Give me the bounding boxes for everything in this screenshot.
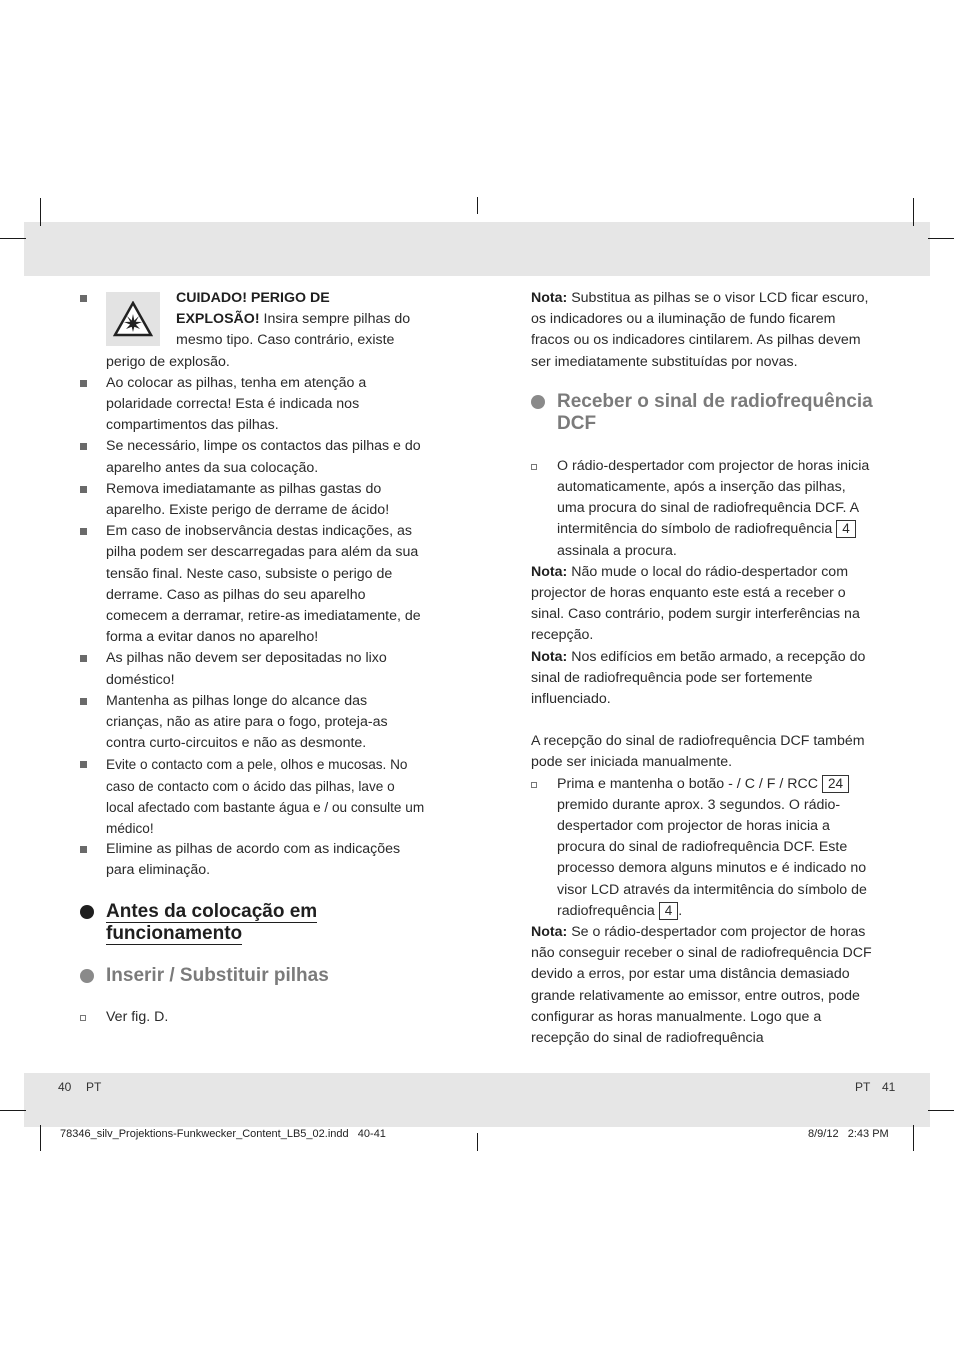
crop-mark	[40, 1125, 41, 1151]
crop-mark	[0, 238, 26, 239]
crop-mark	[913, 1125, 914, 1151]
slug-filename: 78346_silv_Projektions-Funkwecker_Content_LB5_02.indd 40-41	[60, 1128, 386, 1140]
page-number-right: 41	[882, 1080, 896, 1094]
warning-title: CUIDADO! PERIGO DE	[176, 290, 330, 306]
bullet-dot-icon	[80, 969, 94, 983]
note-label: Nota:	[531, 290, 568, 306]
reference-number: 4	[836, 520, 856, 538]
step-item	[80, 1007, 425, 1028]
crop-mark	[913, 198, 914, 226]
slug-date: 8/9/12 2:43 PM	[808, 1128, 889, 1140]
crop-mark	[928, 1110, 954, 1111]
reference-number: 4	[659, 902, 679, 920]
step-checkbox-icon	[531, 464, 537, 470]
page-number-left: 40	[58, 1080, 72, 1094]
crop-mark	[928, 238, 954, 239]
note	[531, 288, 876, 373]
explosion-hazard-icon	[106, 292, 160, 346]
warning-item	[80, 288, 425, 373]
list-item-text: Se necessário, limpe os contactos das pilhas e do aparelho antes da sua colocação.	[106, 438, 421, 476]
list-item-text: Remova imediatamante as pilhas gastas do aparelho. Existe perigo de derrame de ácido!	[106, 480, 390, 519]
bullet-square-icon	[80, 295, 87, 302]
note	[531, 922, 876, 1049]
note	[531, 562, 876, 647]
section-heading-text: Inserir / Substituir pilhas	[106, 964, 329, 986]
note-label: Nota:	[531, 563, 568, 580]
list-item-text: Ao colocar as pilhas, tenha em atenção a polaridade correcta! Esta é indicada nos compartimentos das pilhas.	[106, 374, 367, 434]
list-item	[80, 648, 425, 690]
reference-number: 24	[822, 775, 849, 793]
step-text: .	[678, 902, 683, 919]
list-item-text: Mantenha as pilhas longe do alcance das crianças, não as atire para o fogo, proteja-as contra curto-circuitos e não as desmonte.	[106, 692, 388, 752]
left-column	[80, 288, 425, 1028]
language-left: PT	[86, 1080, 102, 1094]
list-item	[80, 521, 425, 648]
bullet-square-icon	[80, 655, 87, 662]
section-heading	[80, 901, 425, 945]
step-text: premido durante aprox. 3 segundos. O rádio-despertador com projector de horas inicia a procura do sinal de radiofrequência DCF. Este processo demora alguns minutos e é indicado no visor LCD através da intermitência do símbolo de radiofrequência	[557, 796, 867, 919]
language-right: PT	[855, 1080, 871, 1094]
note-text: Substitua as pilhas se o visor LCD ficar escuro, os indicadores ou a iluminação de fundo ficarem fracos ou os indicadores cintilarem. As pilhas devem ser imediatamente substituídas por novas.	[531, 290, 869, 370]
right-column	[531, 288, 876, 1049]
paragraph: A recepção do sinal de radiofrequência DCF também pode ser iniciada manualmente.	[531, 733, 865, 771]
list-item-text: Elimine as pilhas de acordo com as indicações para eliminação.	[106, 841, 401, 879]
list-item-text: Evite o contacto com a pele, olhos e mucosas. No caso de contacto com o ácido das pilhas, lave o local afectado com bastante água e / ou consulte um médico!	[106, 757, 425, 837]
section-heading	[80, 965, 425, 987]
step-text: Prima e mantenha o botão - / C / F / RCC	[557, 775, 822, 792]
bullet-dot-icon	[531, 395, 545, 409]
note	[531, 647, 876, 711]
header-band	[24, 222, 930, 276]
step-text: assinala a procura.	[557, 542, 677, 559]
list-item	[80, 479, 425, 521]
step-text: O rádio-despertador com projector de horas inicia automaticamente, após a inserção das pilhas, uma procura do sinal de radiofrequência DCF. A intermitência do símbolo de radiofrequência	[557, 457, 870, 538]
bullet-square-icon	[80, 761, 87, 768]
bullet-dot-icon	[80, 905, 94, 919]
step-checkbox-icon	[531, 782, 537, 788]
warning-text: Insira sempre pilhas do mesmo tipo. Caso contrário, existe perigo de explosão.	[106, 311, 411, 370]
step-item	[531, 456, 876, 562]
crop-mark	[477, 197, 478, 214]
note-label: Nota:	[531, 648, 568, 665]
crop-mark	[477, 1133, 478, 1151]
warning-title-2: EXPLOSÃO!	[176, 311, 260, 328]
list-item	[80, 691, 425, 755]
step-checkbox-icon	[80, 1015, 86, 1021]
note-text: Nos edifícios em betão armado, a recepção do sinal de radiofrequência pode ser fortemente influenciado.	[531, 648, 866, 708]
bullet-square-icon	[80, 486, 87, 493]
note-text: Se o rádio-despertador com projector de horas não conseguir receber o sinal de radiofrequência DCF devido a erros, por estar uma distância demasiado grande relativamente ao emissor, entre outros, pode configurar as horas manualmente. Logo que a recepção do sinal de radiofrequência	[531, 924, 872, 1047]
bullet-square-icon	[80, 443, 87, 450]
note-text: Não mude o local do rádio-despertador com projector de horas enquanto este está a receber o sinal. Caso contrário, podem surgir interferências na recepção.	[531, 563, 860, 644]
crop-mark	[0, 1110, 26, 1111]
section-heading	[531, 391, 876, 435]
section-heading-text: Receber o sinal de radiofrequência DCF	[557, 390, 873, 434]
bullet-square-icon	[80, 528, 87, 535]
list-item-text: Em caso de inobservância destas indicações, as pilha podem ser descarregadas para além da sua tensão final. Neste caso, subsiste o perigo de derrame. Caso as pilhas do seu aparelho comecem a derramar, retire-as imediatamente, de forma a evitar danos no aparelho!	[106, 523, 421, 646]
list-item-text: As pilhas não devem ser depositadas no lixo doméstico!	[106, 650, 387, 688]
crop-mark	[40, 198, 41, 226]
step-text: Ver fig. D.	[106, 1008, 169, 1025]
list-item	[80, 436, 425, 478]
bullet-square-icon	[80, 698, 87, 705]
footer-band	[24, 1073, 930, 1127]
step-item	[531, 774, 876, 922]
note-label: Nota:	[531, 924, 568, 941]
list-item	[80, 754, 425, 839]
section-heading-text: Antes da colocação em funcionamento	[106, 900, 318, 944]
bullet-square-icon	[80, 380, 87, 387]
list-item	[80, 373, 425, 437]
list-item	[80, 839, 425, 881]
bullet-square-icon	[80, 846, 87, 853]
